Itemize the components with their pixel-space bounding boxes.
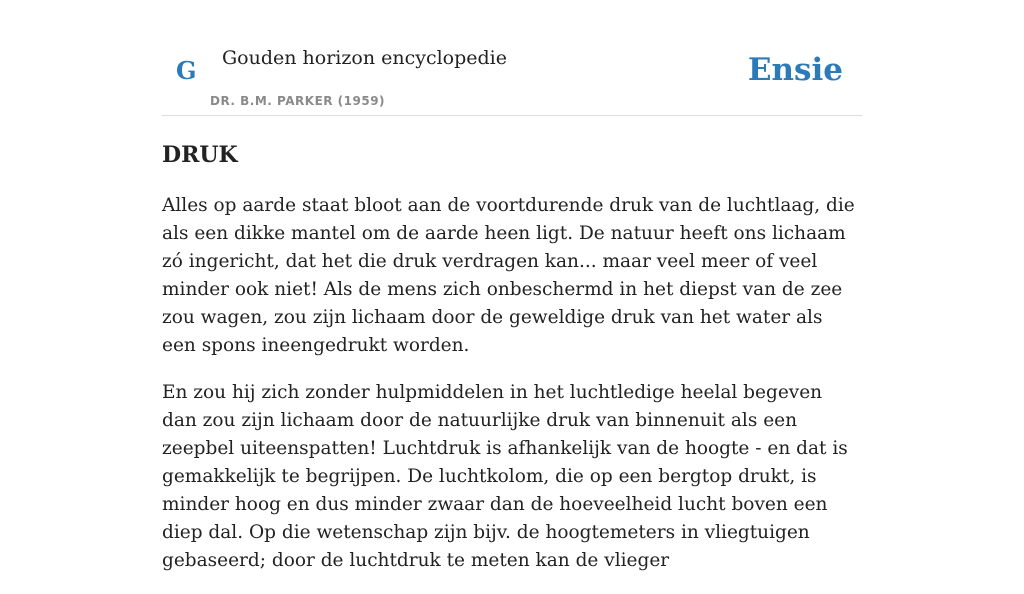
ensie-logo[interactable]: Ensie: [747, 52, 843, 88]
page-container: [162, 0, 862, 571]
entry-body: [162, 192, 862, 594]
book-author: DR. B.M. PARKER (1959): [210, 94, 386, 108]
entry-paragraph: En zou hij zich zonder hulpmiddelen in het luchtledige heelal begeven dan zou zijn lichaam door de natuurlijke druk van binnenuit als een zeepbel uiteenspatten! Luchtdruk is afhankelijk van de hoogte - en dat is gemakkelijk te begrijpen. De luchtkolom, die op een bergtop drukt, is minder hoog en dus minder zwaar dan de hoeveelheid lucht boven een diep dal. Op die wetenschap zijn bijv. de hoogtemeters in vliegtuigen gebaseerd; door de luchtdruk te meten kan de vlieger: [162, 382, 848, 571]
entry-paragraph: Alles op aarde staat bloot aan de voortdurende druk van de luchtlaag, die als een dikke mantel om de aarde heen ligt. De natuur heeft ons lichaam zó ingericht, dat het die druk verdragen kan... maar veel meer of veel minder ook niet! Als de mens zich onbeschermd in het diepst van de zee zou wagen, zou zijn lichaam door de geweldige druk van het water als een spons ineengedrukt worden.: [162, 195, 855, 356]
book-logo-icon[interactable]: G: [176, 56, 197, 85]
book-title-link[interactable]: Gouden horizon encyclopedie: [222, 47, 507, 69]
entry-header: [162, 0, 862, 116]
entry-title: DRUK: [162, 142, 238, 168]
